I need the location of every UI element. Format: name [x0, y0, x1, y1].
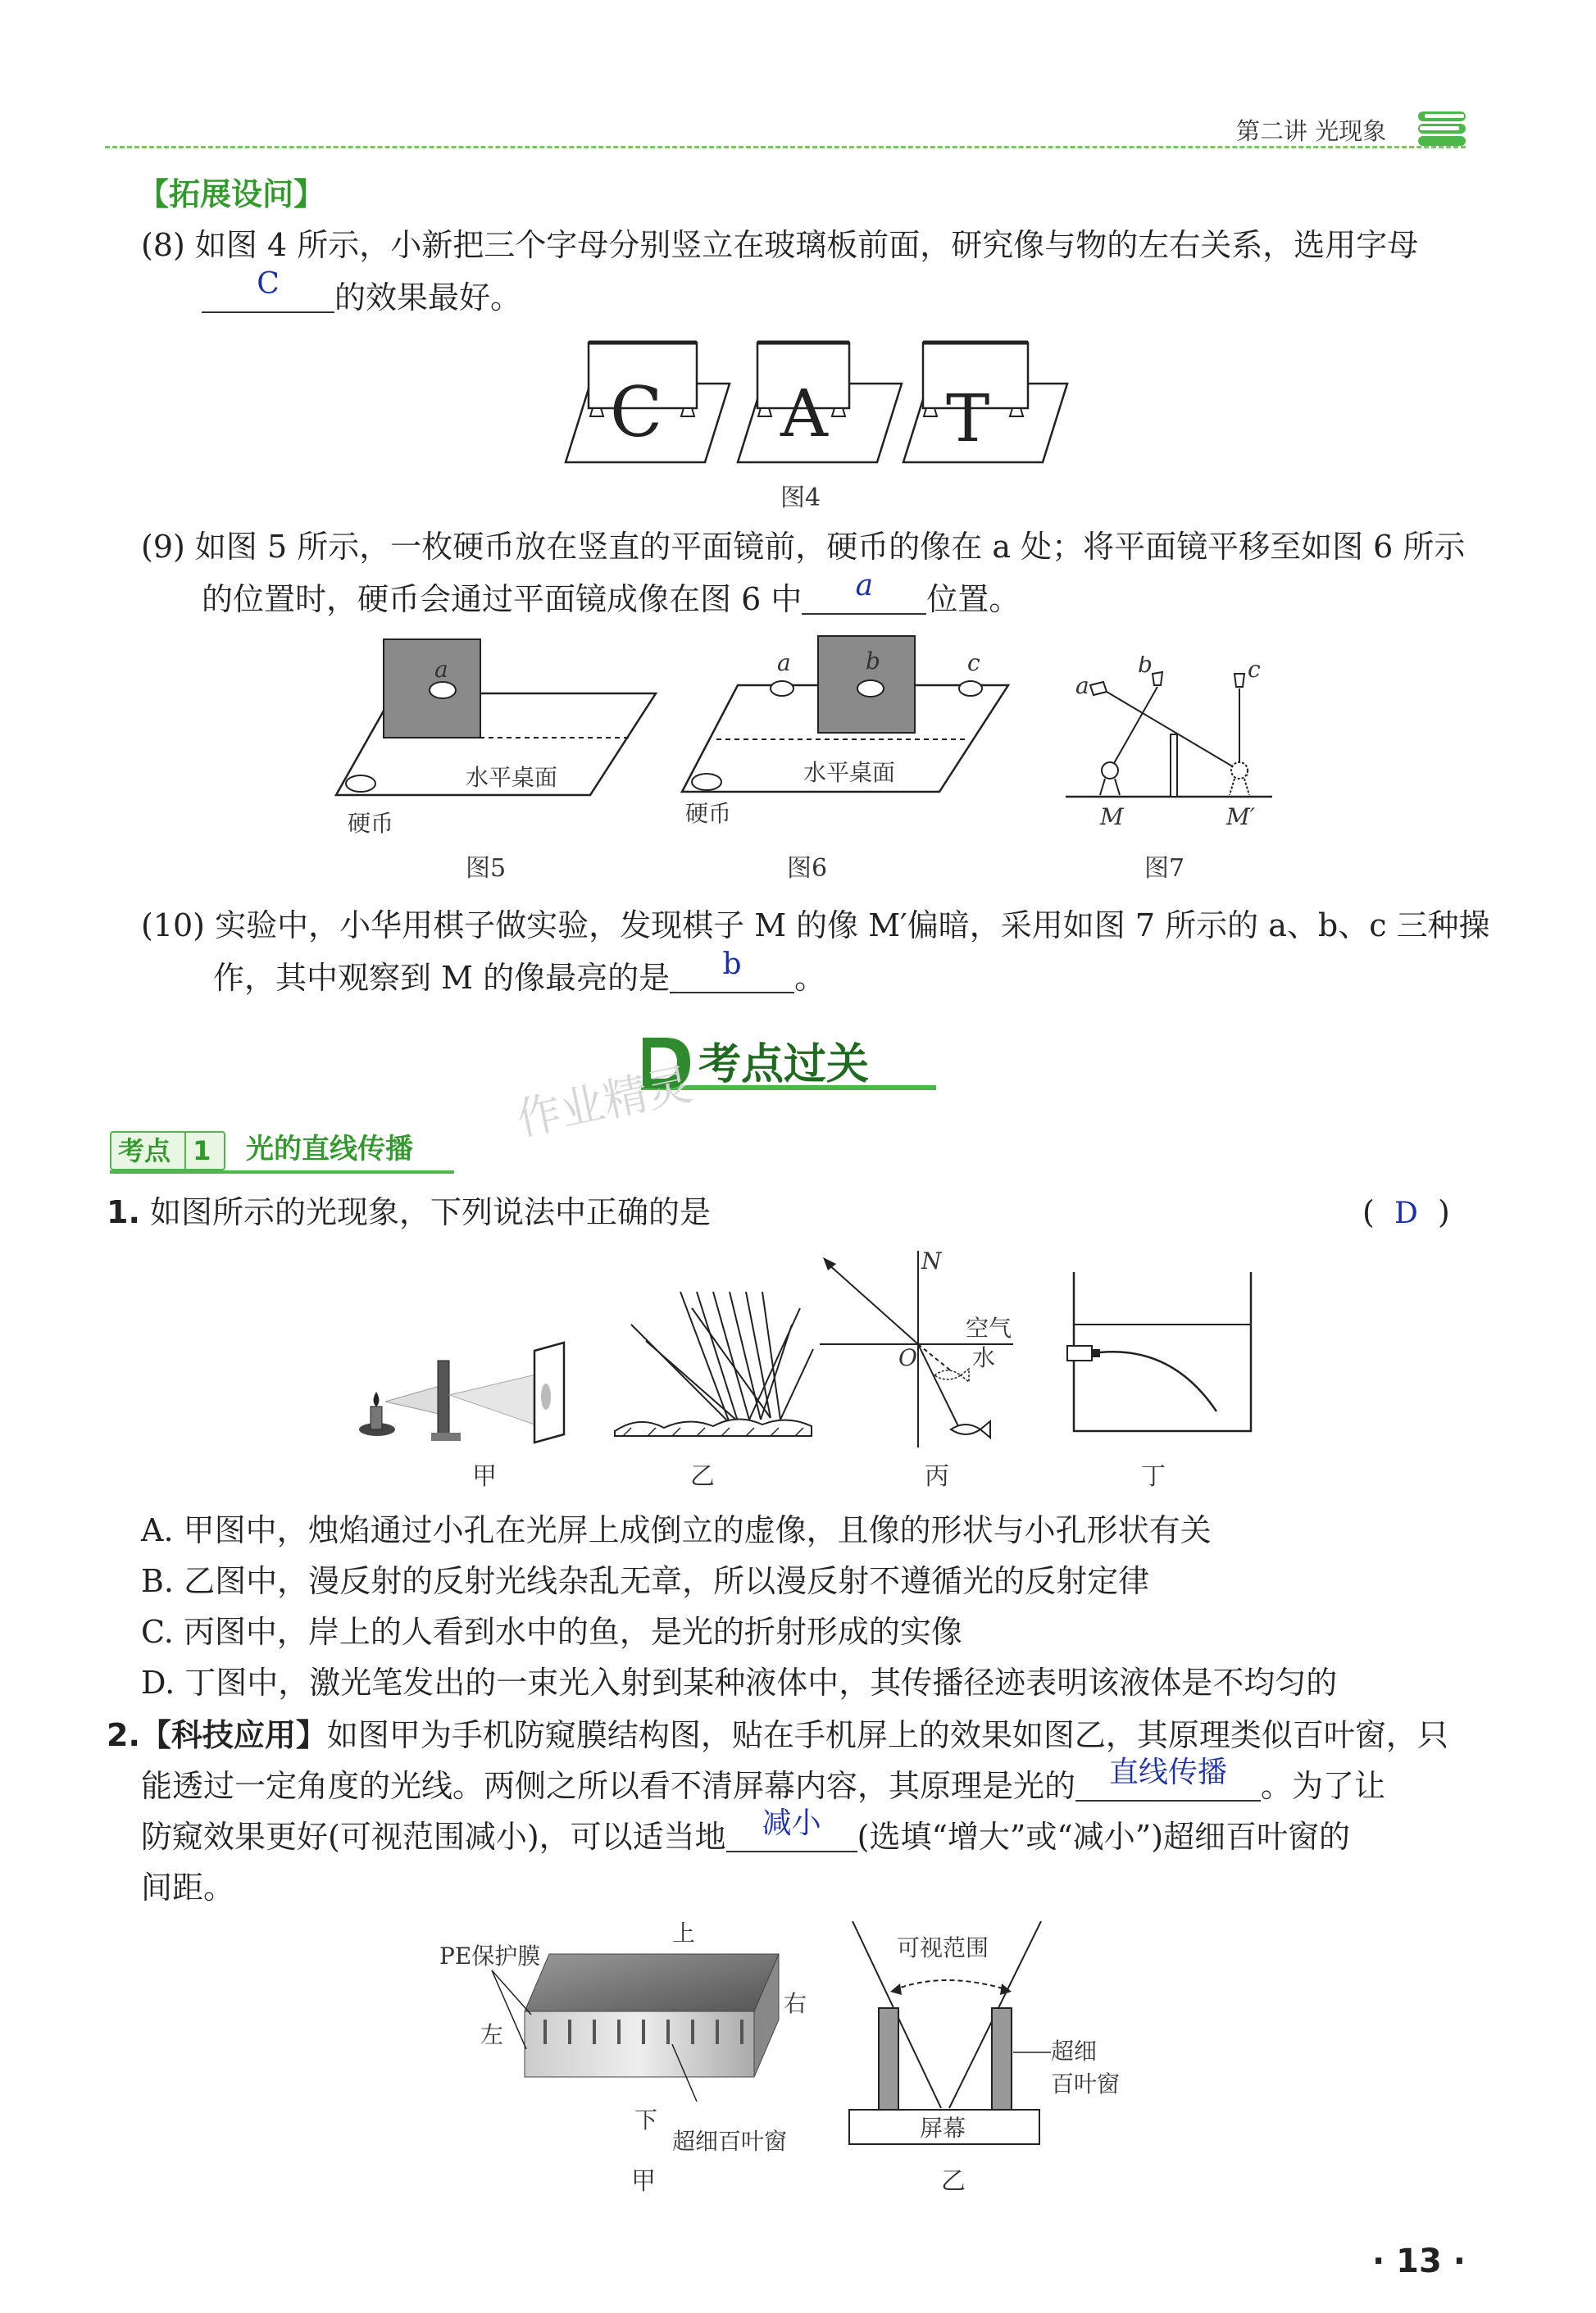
- q9-text: 如图 5 所示，一枚硬币放在竖直的平面镜前，硬币的像在 a 处；将平面镜平移至如图 6 所示: [194, 529, 1466, 565]
- q2-text-2: 能透过一定角度的光线。两侧之所以看不清屏幕内容，其原理是光的: [141, 1768, 1076, 1804]
- q2-text-3: 防窥效果更好(可视范围减小)，可以适当地: [141, 1819, 726, 1855]
- q9-text-end: 位置。: [926, 581, 1021, 617]
- fig6-point-a: a: [777, 649, 791, 676]
- q2-jia-label-louver: 超细百叶窗: [672, 2128, 788, 2155]
- q9-line1: [141, 521, 1465, 572]
- q1-figure-jia: [352, 1328, 582, 1454]
- q2-jia-label-right: 右: [784, 1990, 807, 2017]
- fig5-caption: 图5: [466, 854, 507, 883]
- q10-text-2: 作，其中观察到 M 的像最亮的是: [213, 960, 671, 996]
- q1-answer: D: [1394, 1197, 1418, 1230]
- q9-line2: [202, 569, 1021, 625]
- q2-text-3b: (选填“增大”或“减小”)超细百叶窗的: [857, 1819, 1351, 1855]
- figure-5: [328, 631, 672, 864]
- q1-option-a[interactable]: A. 甲图中，烛焰通过小孔在光屏上成倒立的虚像，且像的形状与小孔形状有关: [141, 1512, 1212, 1548]
- fig7-label-m-prime: M′: [1226, 803, 1256, 830]
- q1-caption-ding: 丁: [1141, 1462, 1166, 1491]
- figure-6: [672, 631, 1016, 847]
- q8-number: (8): [141, 227, 185, 263]
- q10-text: 实验中，小华用棋子做实验，发现棋子 M 的像 M′偏暗，采用如图 7 所示的 a、b、c 三种操: [215, 907, 1490, 943]
- q2-answer2: 减小: [762, 1806, 821, 1840]
- q2-figure-jia: [434, 1921, 820, 2195]
- watermark: 作业精灵: [512, 1058, 697, 1146]
- q2-figure-yi: [836, 1921, 1148, 2170]
- banner-title: 考点过关: [698, 1040, 870, 1089]
- q2-jia-label-left: 左: [480, 2021, 504, 2048]
- header-section-title: 第二讲 光现象: [1236, 117, 1387, 145]
- q2-jia-caption: 甲: [631, 2167, 656, 2196]
- fig6-point-c: c: [967, 649, 980, 676]
- fig6-caption: 图6: [787, 854, 828, 883]
- page-number: · 13 ·: [1372, 2243, 1466, 2280]
- q1-option-d[interactable]: D. 丁图中，激光笔发出的一束光入射到某种液体中，其传播径迹表明该液体是不均匀的: [141, 1665, 1338, 1701]
- fig5-table-label: 水平桌面: [466, 764, 558, 791]
- q1-caption-jia: 甲: [472, 1462, 497, 1491]
- q2-jia-label-film: PE保护膜: [439, 1943, 541, 1970]
- q8-answer: C: [257, 267, 280, 301]
- header-logo-icon: [1416, 110, 1467, 151]
- q9-number: (9): [141, 529, 185, 565]
- q1-figure-ding: [1066, 1267, 1262, 1443]
- q2-line4: 间距。: [141, 1870, 235, 1906]
- fig4-letter-t: T: [946, 380, 990, 457]
- fig4-letter-c: C: [610, 372, 663, 452]
- fig6-coin-label: 硬币: [685, 800, 732, 827]
- q1-caption-yi: 乙: [690, 1462, 715, 1491]
- q1-answer-bracket[interactable]: ( D ): [1362, 1194, 1450, 1230]
- q8-answer-blank[interactable]: [202, 267, 334, 313]
- q1-bing-label-water: 水: [972, 1344, 996, 1371]
- q1-option-c[interactable]: C. 丙图中，岸上的人看到水中的鱼，是光的折射形成的实像: [141, 1614, 962, 1650]
- q2-yi-label-range: 可视范围: [897, 1934, 989, 1961]
- q8-line2: [202, 267, 522, 323]
- q9-answer-blank[interactable]: [802, 569, 926, 615]
- q2-text-2b: 。为了让: [1261, 1768, 1386, 1804]
- q1-number: 1.: [107, 1194, 140, 1230]
- q2-line3: [141, 1806, 1351, 1862]
- fig7-point-a: a: [1075, 672, 1089, 699]
- q2-text-1: 如图甲为手机防窥膜结构图，贴在手机屏上的效果如图乙，其原理类似百叶窗，只: [326, 1717, 1448, 1753]
- q1-bing-label-n: N: [921, 1247, 942, 1275]
- q8-text: 如图 4 所示，小新把三个字母分别竖立在玻璃板前面，研究像与物的左右关系，选用字母: [194, 227, 1419, 263]
- q8-line1: [141, 220, 1418, 270]
- fig4-caption: 图4: [780, 484, 821, 512]
- q2-yi-label-screen: 屏幕: [920, 2115, 966, 2142]
- q2-answer1: 直线传播: [1109, 1756, 1228, 1789]
- figure-7: [1057, 656, 1287, 847]
- fig7-caption: 图7: [1144, 854, 1185, 883]
- topic-tag-label: 考点: [118, 1135, 171, 1166]
- q1-option-b[interactable]: B. 乙图中，漫反射的反射光线杂乱无章，所以漫反射不遵循光的反射定律: [141, 1563, 1150, 1599]
- q1-bing-label-o: O: [898, 1344, 917, 1371]
- q10-answer: b: [722, 947, 742, 981]
- q2-line2: [141, 1756, 1386, 1811]
- q8-text-end: 的效果最好。: [334, 279, 522, 316]
- fig5-coin-label: 硬币: [348, 810, 394, 837]
- topic-number: 1: [184, 1133, 217, 1169]
- q2-tag: 【科技应用】: [139, 1717, 327, 1753]
- topic-underline: [110, 1170, 454, 1174]
- topic-tag: [110, 1131, 225, 1170]
- fig5-point-a: a: [434, 656, 448, 683]
- extension-title: 【拓展设问】: [138, 176, 325, 212]
- fig7-label-m: M: [1100, 803, 1124, 830]
- fig7-point-c: c: [1248, 656, 1261, 683]
- q1-text: 如图所示的光现象，下列说法中正确的是: [149, 1194, 711, 1230]
- q2-yi-caption: 乙: [941, 2167, 966, 2196]
- q2-number: 2.: [107, 1717, 140, 1753]
- q2-jia-label-top: 上: [672, 1921, 696, 1947]
- q2-answer1-blank[interactable]: [1075, 1756, 1261, 1802]
- q1-bing-label-air: 空气: [966, 1315, 1012, 1342]
- q9-answer: a: [855, 569, 874, 602]
- q10-line2: [213, 947, 826, 1003]
- fig6-table-label: 水平桌面: [803, 759, 896, 786]
- topic-heading: [110, 1131, 454, 1174]
- q2-answer2-blank[interactable]: [726, 1806, 857, 1852]
- q10-line1: [141, 900, 1490, 951]
- q1-figure-yi: [607, 1275, 820, 1451]
- q2-jia-label-bottom: 下: [634, 2106, 658, 2134]
- q10-number: (10): [141, 907, 206, 943]
- q1-stem: [107, 1187, 711, 1238]
- q1-figure-bing: [820, 1243, 1016, 1459]
- q10-text-end: 。: [794, 960, 826, 996]
- topic-title: 光的直线传播: [246, 1133, 413, 1166]
- q2-yi-label-louver2: 百叶窗: [1051, 2070, 1121, 2097]
- fig4-letter-a: A: [780, 375, 828, 452]
- q10-answer-blank[interactable]: [670, 947, 794, 993]
- q1-caption-bing: 丙: [925, 1462, 949, 1491]
- q2-yi-label-louver1: 超细: [1051, 2038, 1098, 2065]
- q9-text-2: 的位置时，硬币会通过平面镜成像在图 6 中: [202, 581, 803, 617]
- fig7-point-b: b: [1138, 656, 1153, 678]
- q2-line1: [107, 1710, 1448, 1761]
- fig6-point-b: b: [866, 648, 880, 675]
